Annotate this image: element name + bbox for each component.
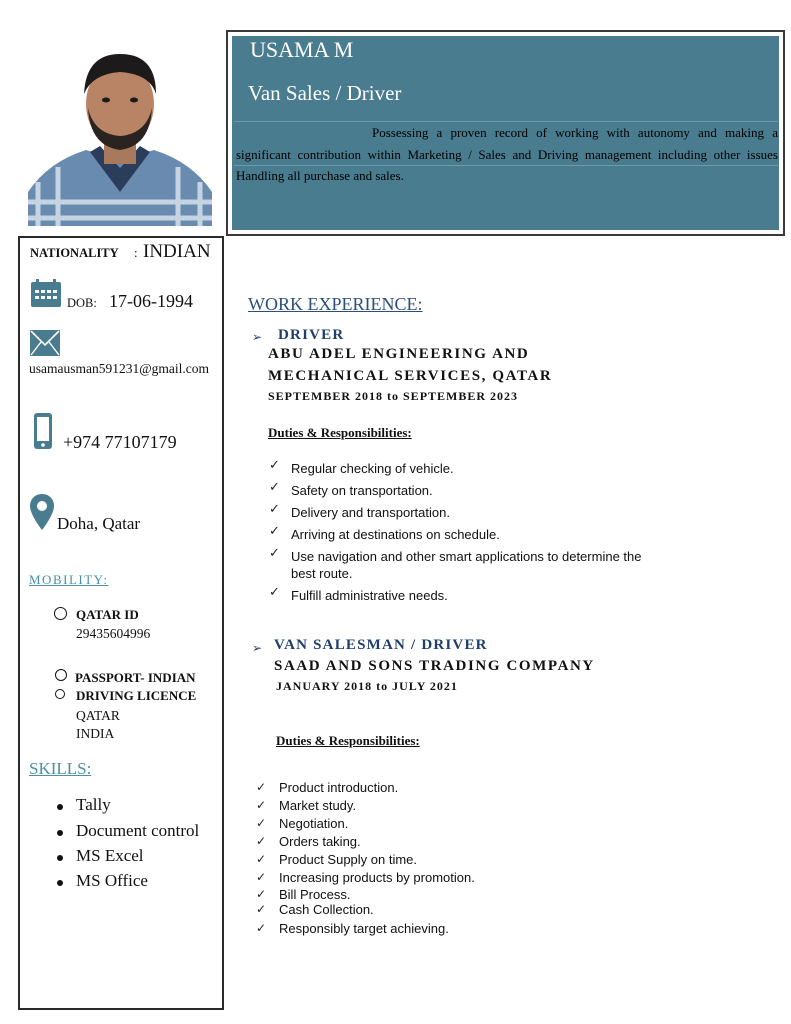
list-item	[268, 526, 708, 543]
list-item	[268, 587, 708, 604]
list-item	[268, 548, 708, 565]
check-icon: ✓	[269, 458, 280, 473]
skill-item: Document control	[76, 821, 200, 840]
passport-label: PASSPORT- INDIAN	[75, 670, 196, 685]
licence-country: QATAR	[76, 708, 120, 723]
check-icon: ✓	[256, 834, 267, 848]
duties-list	[256, 780, 696, 936]
skill-item: MS Excel	[76, 846, 144, 865]
check-icon: ✓	[256, 780, 267, 794]
check-icon: ✓	[256, 852, 267, 866]
work-experience-heading: WORK EXPERIENCE:	[248, 294, 423, 314]
bullet-icon	[57, 804, 63, 810]
skills-heading: SKILLS:	[29, 759, 92, 778]
check-icon: ✓	[256, 816, 267, 830]
map-pin-icon	[30, 494, 54, 535]
check-icon: ✓	[256, 921, 267, 935]
list-item	[256, 870, 696, 885]
check-icon: ✓	[256, 870, 267, 884]
circle-bullet-icon	[54, 607, 67, 620]
company-name: MECHANICAL SERVICES, QATAR	[268, 368, 553, 384]
mobility-heading: MOBILITY:	[29, 572, 109, 587]
job-title: DRIVER	[278, 327, 345, 343]
duty-text: Fulfill administrative needs.	[291, 588, 448, 603]
calendar-icon	[31, 279, 61, 312]
list-item	[256, 887, 696, 902]
list-item	[256, 852, 696, 867]
bullet-icon	[57, 880, 63, 886]
duties-heading: Duties & Responsibilities:	[268, 425, 412, 440]
list-item	[268, 460, 708, 477]
candidate-name: USAMA M	[250, 37, 354, 62]
dob-label: DOB:	[67, 296, 97, 310]
list-item	[268, 565, 708, 582]
list-item	[256, 780, 696, 795]
licence-label: DRIVING LICENCE	[76, 688, 197, 703]
bullet-icon	[57, 855, 63, 861]
arrow-bullet-icon: ➢	[252, 330, 263, 344]
qatar-id-label: QATAR ID	[76, 607, 139, 622]
duty-text: Market study.	[279, 798, 357, 813]
phone-number[interactable]: +974 77107179	[63, 432, 177, 452]
profile-summary: Possessing a proven record of working with autonomy and making a significant contribution within Marketing / Sales and Driving management including other issues Handling all purchase and sales.	[236, 125, 778, 183]
mobile-phone-icon	[34, 413, 52, 454]
duty-text: Cash Collection.	[279, 902, 374, 917]
list-item	[256, 834, 696, 849]
email-address[interactable]: usamausman591231@gmail.com	[29, 361, 210, 376]
check-icon: ✓	[269, 480, 280, 495]
arrow-bullet-icon: ➢	[252, 641, 263, 655]
circle-bullet-icon	[55, 669, 67, 681]
check-icon: ✓	[269, 524, 280, 539]
company-name: ABU ADEL ENGINEERING AND	[268, 346, 530, 362]
duty-text: Responsibly target achieving.	[279, 921, 449, 936]
duty-text: Safety on transportation.	[291, 483, 433, 498]
duty-text: Increasing products by promotion.	[279, 870, 475, 885]
circle-bullet-icon	[55, 689, 65, 699]
profile-photo	[28, 42, 212, 226]
check-icon: ✓	[256, 798, 267, 812]
check-icon: ✓	[269, 585, 280, 600]
location: Doha, Qatar	[57, 514, 141, 533]
list-item	[256, 798, 696, 813]
check-icon: ✓	[269, 546, 280, 561]
list-item	[256, 902, 696, 917]
duty-text: Orders taking.	[279, 834, 361, 849]
duty-text: Regular checking of vehicle.	[291, 461, 454, 476]
employment-dates: SEPTEMBER 2018 to SEPTEMBER 2023	[268, 389, 519, 403]
check-icon: ✓	[256, 902, 267, 916]
list-item	[256, 921, 696, 936]
list-item	[268, 504, 708, 521]
dob-value: 17-06-1994	[109, 291, 193, 311]
duty-text: Negotiation.	[279, 816, 349, 831]
nationality-label: NATIONALITY	[30, 246, 119, 260]
duty-text: Delivery and transportation.	[291, 505, 450, 520]
nationality-separator: :	[134, 245, 138, 260]
duties-list	[268, 460, 708, 604]
duty-text: Use navigation and other smart applications to determine the	[291, 549, 642, 564]
nationality-value: INDIAN	[143, 241, 211, 262]
bullet-icon	[57, 830, 63, 836]
company-name: SAAD AND SONS TRADING COMPANY	[274, 658, 595, 674]
list-item	[256, 816, 696, 831]
check-icon: ✓	[256, 887, 267, 901]
duty-text: Arriving at destinations on schedule.	[291, 527, 500, 542]
employment-dates: JANUARY 2018 to JULY 2021	[276, 679, 458, 693]
skill-item: MS Office	[76, 871, 148, 890]
duty-text: Bill Process.	[279, 887, 351, 902]
check-icon: ✓	[269, 502, 280, 517]
duty-text: Product Supply on time.	[279, 852, 418, 867]
job-title: VAN SALESMAN / DRIVER	[274, 637, 488, 653]
skill-item: Tally	[76, 795, 111, 814]
list-item	[268, 482, 708, 499]
duty-text: best route.	[291, 566, 353, 581]
duty-text: Product introduction.	[279, 780, 399, 795]
licence-country: INDIA	[76, 726, 115, 741]
candidate-role: Van Sales / Driver	[248, 81, 402, 105]
qatar-id-value: 29435604996	[76, 626, 151, 641]
envelope-icon	[30, 330, 60, 361]
duties-heading: Duties & Responsibilities:	[276, 733, 420, 748]
